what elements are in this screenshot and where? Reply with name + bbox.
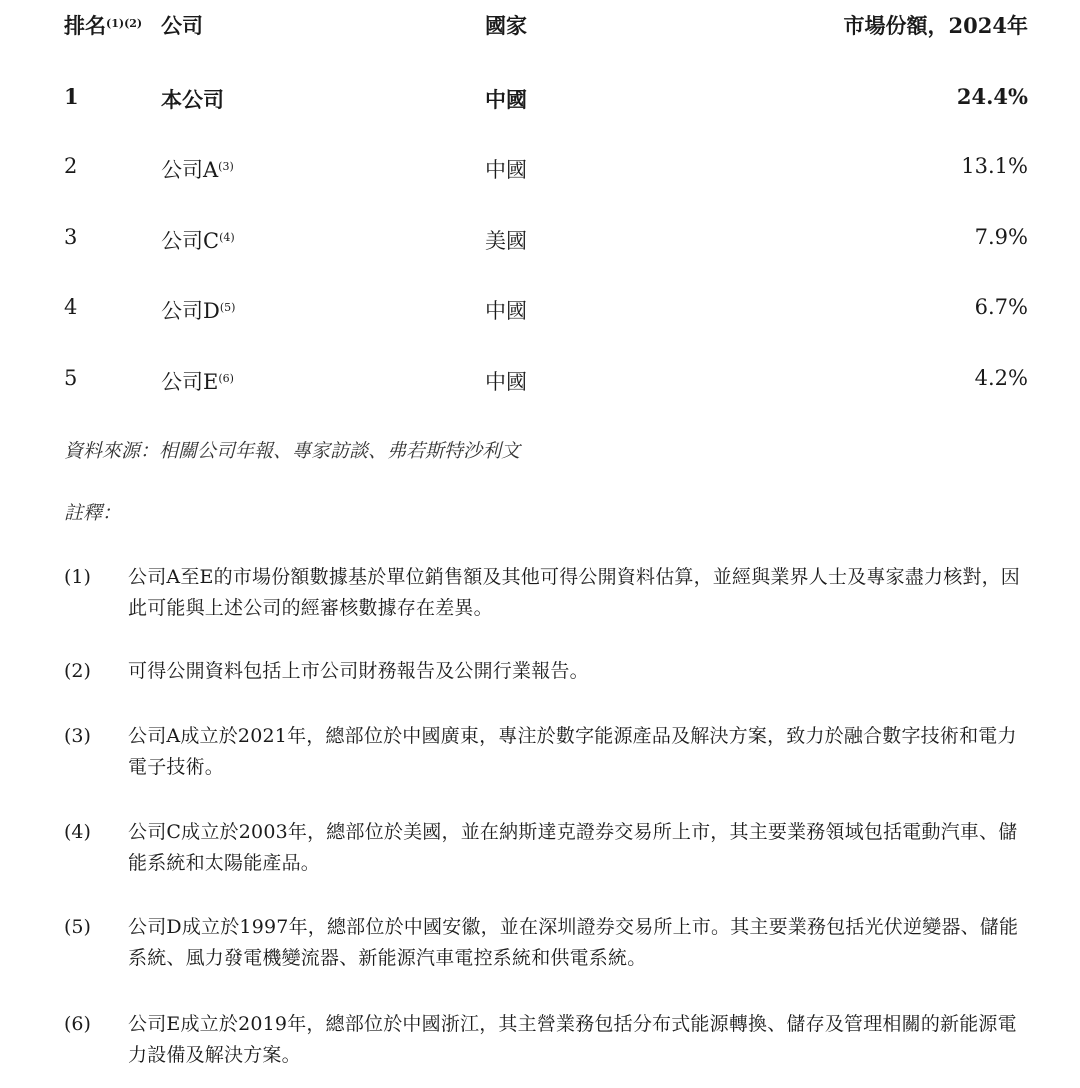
footnote-2-num: (2) — [64, 660, 91, 682]
row-1-rank: 1 — [64, 84, 79, 109]
header-company: 公司 — [161, 13, 203, 38]
header-rank-sup: (1)(2) — [106, 17, 143, 30]
row-3-rank: 3 — [64, 225, 78, 249]
row-5-company-sup: (6) — [218, 372, 234, 385]
row-1-share: 24.4% — [956, 84, 1028, 109]
row-4-rank: 4 — [64, 295, 78, 319]
row-1-country: 中國 — [485, 87, 527, 112]
footnote-3-num: (3) — [64, 725, 91, 747]
row-5-country: 中國 — [485, 370, 527, 394]
row-3-company — [161, 225, 235, 255]
footnote-1-text: 公司A至E的市場份額數據基於單位銷售額及其他可得公開資料估算，並經與業界人士及專家盡力核對，因此可能與上述公司的經審核數據存在差異。 — [128, 566, 1020, 619]
row-3-company-sup: (4) — [219, 231, 235, 244]
row-4-country: 中國 — [485, 299, 527, 323]
row-2-rank: 2 — [64, 154, 78, 178]
row-4-company-sup: (5) — [219, 301, 236, 314]
footnote-4-num: (4) — [64, 821, 91, 843]
notes-title: 註釋： — [64, 502, 122, 524]
row-1-company: 本公司 — [161, 87, 224, 112]
row-2-share: 13.1% — [961, 154, 1028, 178]
row-2-country: 中國 — [485, 158, 527, 182]
row-3-share: 7.9% — [974, 225, 1028, 249]
row-2-company — [161, 154, 234, 184]
footnote-6-num: (6) — [64, 1013, 91, 1035]
row-2-company-name: 公司A — [161, 158, 219, 182]
footnote-1-num: (1) — [64, 566, 91, 588]
footnote-6-text: 公司E成立於2019年，總部位於中國浙江，其主營業務包括分布式能源轉換、儲存及管理相關的新能源電力設備及解決方案。 — [128, 1013, 1017, 1066]
footnote-2-text: 可得公開資料包括上市公司財務報告及公開行業報告。 — [128, 660, 589, 682]
header-country: 國家 — [485, 13, 527, 38]
header-rank — [64, 10, 142, 40]
row-5-rank: 5 — [64, 366, 78, 390]
header-share: 市場份額，2024年 — [843, 13, 1028, 38]
row-4-company — [161, 295, 235, 325]
source-note: 資料來源：相關公司年報、專家訪談、弗若斯特沙利文 — [64, 440, 521, 462]
row-4-company-name: 公司D — [161, 299, 220, 323]
footnote-5-text: 公司D成立於1997年，總部位於中國安徽，並在深圳證券交易所上市。其主要業務包括光伏逆變器、儲能系統、風力發電機變流器、新能源汽車電控系統和供電系統。 — [128, 916, 1019, 969]
row-3-company-name: 公司C — [161, 229, 220, 253]
header-rank-label: 排名 — [64, 13, 106, 38]
footnote-5-num: (5) — [64, 916, 91, 938]
row-2-company-sup: (3) — [218, 160, 234, 173]
row-5-share: 4.2% — [974, 366, 1028, 390]
footnote-4-text: 公司C成立於2003年，總部位於美國，並在納斯達克證券交易所上市，其主要業務領域包括電動汽車、儲能系統和太陽能產品。 — [128, 821, 1018, 874]
row-3-country: 美國 — [485, 229, 527, 253]
row-4-share: 6.7% — [974, 295, 1028, 319]
footnote-3-text: 公司A成立於2021年，總部位於中國廣東，專注於數字能源產品及解決方案，致力於融合數字技術和電力電子技術。 — [128, 725, 1017, 778]
row-5-company — [161, 366, 234, 396]
row-5-company-name: 公司E — [161, 370, 219, 394]
